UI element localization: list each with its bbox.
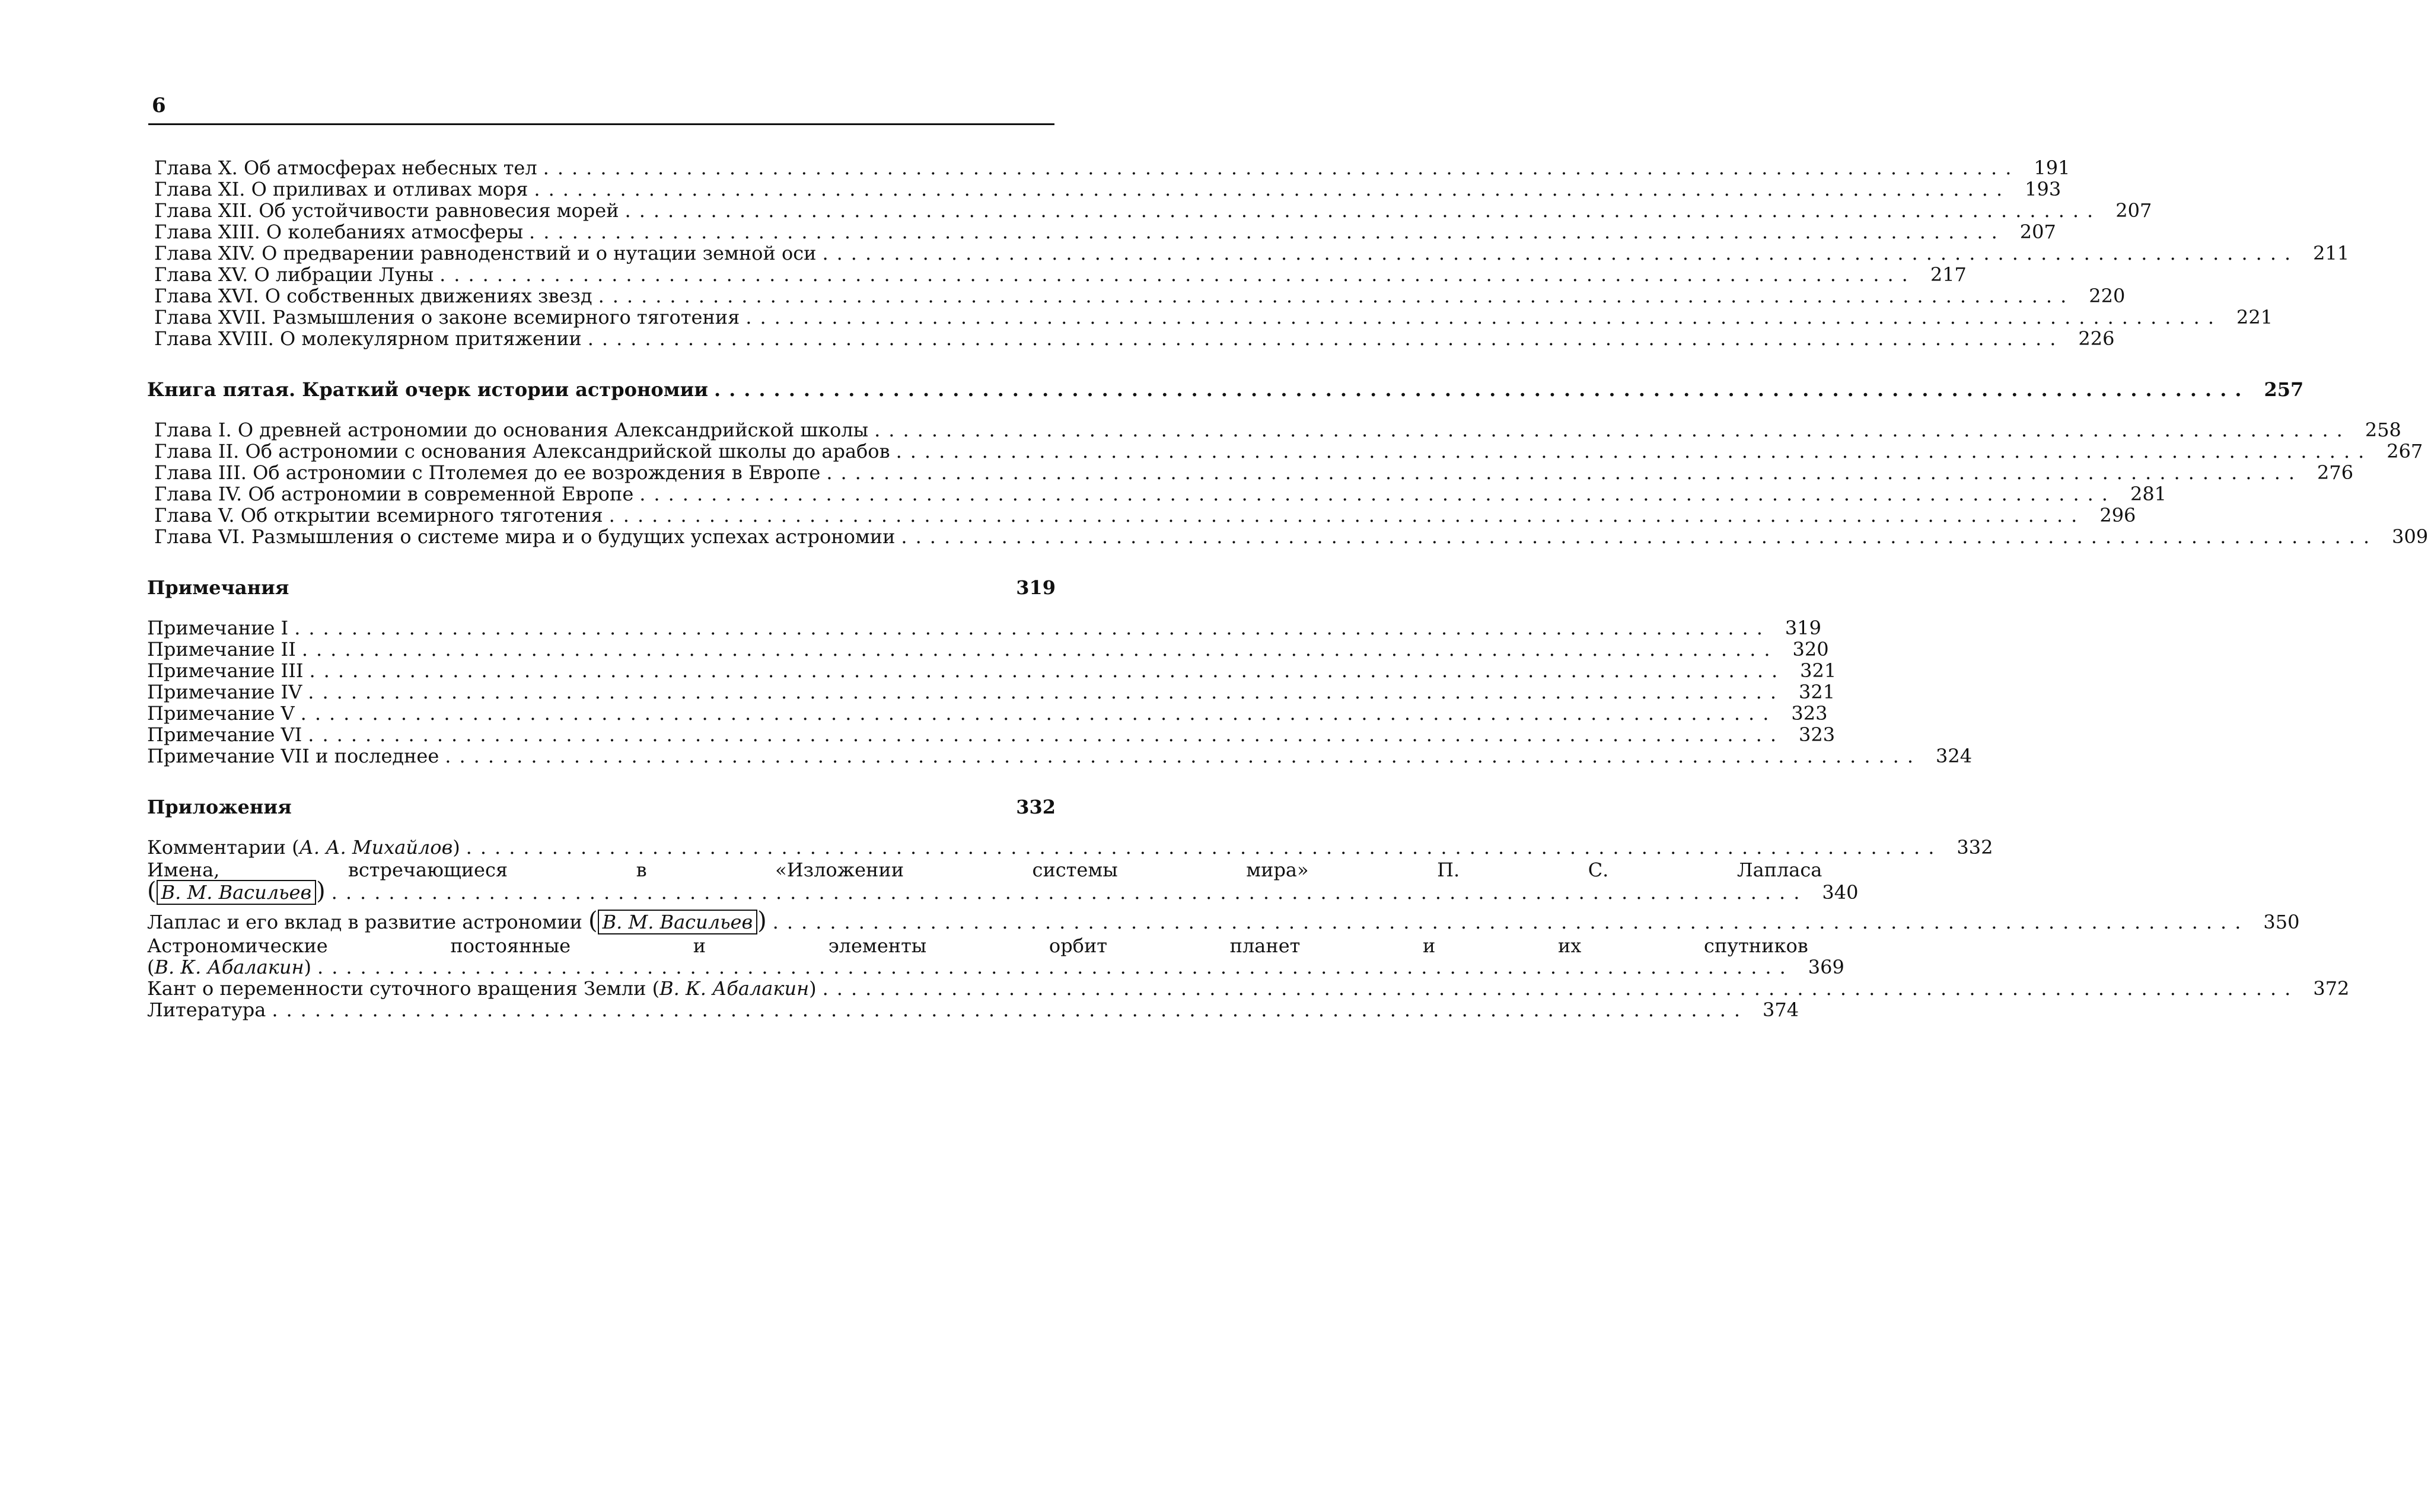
entry-page: 324 bbox=[1936, 745, 1973, 767]
entry-title: Примечание VI bbox=[147, 723, 302, 746]
book5-title: Книга пятая. Краткий очерк истории астрономии bbox=[147, 378, 708, 401]
dot-leader: ....................................................................................................... bbox=[534, 178, 2011, 200]
book5-page: 257 bbox=[2264, 378, 2304, 401]
entry-page: 193 bbox=[2025, 178, 2061, 200]
entry-title: Глава XVIII. О молекулярном притяжении bbox=[154, 327, 582, 350]
entry-page: 211 bbox=[2313, 242, 2350, 264]
toc-entry[interactable] bbox=[147, 178, 2061, 200]
table-of-contents bbox=[147, 157, 2428, 1021]
toc-entry[interactable] bbox=[147, 723, 1836, 746]
dot-leader: ....................................................................................................... bbox=[309, 659, 1786, 682]
entry-title: Глава III. Об астрономии с Птолемея до ее возрождения в Европе bbox=[154, 461, 821, 484]
appendix-heading[interactable] bbox=[147, 795, 1056, 819]
entry-title: Примечание VII и последнее bbox=[147, 745, 439, 767]
toc-entry[interactable] bbox=[147, 681, 1836, 703]
dot-leader: ....................................................................................................... bbox=[331, 881, 1808, 904]
appendix-title: Приложения bbox=[147, 796, 292, 818]
entry-title: Глава XIII. О колебаниях атмосферы bbox=[154, 221, 524, 243]
toc-entry[interactable] bbox=[147, 199, 2152, 222]
entry-page: 350 bbox=[2263, 911, 2300, 933]
entry-author: В. К. Абалакин bbox=[154, 956, 304, 978]
appendix-page: 332 bbox=[1016, 796, 1056, 818]
toc-entry-constants[interactable]: Астрономические постоянные и элементы орбит планет и их спутников (В. К. Абалакин) ....................................................................................................... 369 bbox=[147, 934, 1844, 978]
dot-leader: ....................................................................................................... bbox=[466, 836, 1943, 859]
entry-title: Глава VI. Размышления о системе мира и о будущих успехах астрономии bbox=[154, 525, 896, 548]
toc-entry[interactable] bbox=[147, 327, 2115, 350]
entry-page: 372 bbox=[2313, 977, 2350, 1000]
header-rule bbox=[148, 123, 1054, 125]
dot-leader: ....................................................................................................... bbox=[300, 702, 1777, 725]
entry-page: 267 bbox=[2386, 440, 2423, 462]
toc-entry[interactable] bbox=[147, 461, 2354, 484]
entry-page: 309 bbox=[2392, 525, 2428, 548]
entry-title: Примечание III bbox=[147, 659, 304, 682]
entry-title: Глава XVI. О собственных движениях звезд bbox=[154, 285, 592, 307]
dot-leader: ....................................................................................................... bbox=[598, 285, 2075, 307]
book5-heading[interactable] bbox=[147, 378, 2304, 401]
dot-leader: ....................................................................................................... bbox=[874, 419, 2351, 441]
dot-leader: ....................................................................................................... bbox=[608, 504, 2086, 527]
entry-title: Литература bbox=[147, 999, 266, 1021]
dot-leader: ....................................................................................................... bbox=[896, 440, 2373, 462]
dot-leader: ....................................................................................................... bbox=[529, 221, 2006, 243]
entry-title: Примечание I bbox=[147, 617, 289, 639]
toc-entry[interactable] bbox=[147, 263, 1967, 286]
entry-title: Комментарии bbox=[147, 836, 286, 859]
entry-title: Глава XIV. О предварении равноденствий и о нутации земной оси bbox=[154, 242, 817, 264]
page-number: 6 bbox=[152, 94, 166, 117]
toc-entry-comments[interactable]: Комментарии (А. А. Михайлов) ....................................................................................................... 332 bbox=[147, 836, 1993, 859]
dot-leader: ....................................................................................................... bbox=[624, 199, 2102, 222]
entry-page: 220 bbox=[2089, 285, 2126, 307]
entry-page: 323 bbox=[1799, 723, 1836, 746]
entry-title: Глава X. Об атмосферах небесных тел bbox=[154, 157, 537, 179]
notes-title: Примечания bbox=[147, 576, 289, 599]
entry-page: 226 bbox=[2078, 327, 2115, 350]
entry-title: Примечание IV bbox=[147, 681, 302, 703]
entry-page: 332 bbox=[1957, 836, 1993, 859]
toc-entry-names[interactable]: Имена, встречающиеся в «Изложении системы мира» П. С. Лапласа ( В. М. Васильев ) ....................................................................................................... 340 bbox=[147, 859, 1859, 905]
notes-list bbox=[147, 617, 1973, 767]
dot-leader: ....................................................................................................... bbox=[639, 483, 2116, 505]
entry-title: Глава IV. Об астрономии в современной Европе bbox=[154, 483, 634, 505]
entry-page: 374 bbox=[1763, 999, 1799, 1021]
chapter-list-book4 bbox=[147, 157, 2350, 350]
entry-author-boxed: В. М. Васильев bbox=[598, 910, 757, 934]
dot-leader: ....................................................................................................... bbox=[301, 638, 1779, 661]
toc-entry[interactable] bbox=[147, 285, 2126, 307]
dot-leader: ....................................................................................................... bbox=[317, 956, 1794, 978]
entry-page: 320 bbox=[1792, 638, 1829, 661]
toc-entry[interactable] bbox=[147, 440, 2423, 462]
dot-leader: ....................................................................................................... bbox=[587, 327, 2064, 350]
toc-entry[interactable] bbox=[147, 659, 1837, 682]
toc-entry-laplace[interactable]: Лаплас и его вклад в развитие астрономии ( В. М. Васильев ) ....................................................................................................... 350 bbox=[147, 907, 1056, 935]
toc-entry[interactable] bbox=[147, 419, 2401, 441]
dot-leader: ....................................................................................................... bbox=[713, 378, 2250, 401]
entry-page: 319 bbox=[1785, 617, 1821, 639]
entry-page: 340 bbox=[1822, 881, 1859, 904]
toc-entry[interactable] bbox=[147, 306, 2273, 328]
chapter-list-book5 bbox=[147, 419, 2428, 548]
dot-leader: ....................................................................................................... bbox=[308, 681, 1785, 703]
entry-title: Глава II. Об астрономии с основания Александрийской школы до арабов bbox=[154, 440, 890, 462]
entry-title: Глава XVII. Размышления о законе всемирного тяготения bbox=[154, 306, 740, 328]
dot-leader: ....................................................................................................... bbox=[308, 723, 1785, 746]
toc-entry[interactable] bbox=[147, 157, 2070, 179]
entry-page: 207 bbox=[2115, 199, 2152, 222]
dot-leader: ....................................................................................................... bbox=[745, 306, 2222, 328]
dot-leader: ....................................................................................................... bbox=[772, 911, 2249, 933]
toc-entry[interactable] bbox=[147, 504, 2136, 527]
entry-page: 217 bbox=[1930, 263, 1967, 286]
entry-title: Астрономические постоянные и элементы орбит планет и их спутников bbox=[147, 934, 1808, 957]
entry-author: В. К. Абалакин bbox=[659, 977, 810, 1000]
entry-page: 321 bbox=[1799, 681, 1836, 703]
dot-leader: ....................................................................................................... bbox=[439, 263, 1916, 286]
notes-page: 319 bbox=[1016, 576, 1056, 599]
dot-leader: ....................................................................................................... bbox=[445, 745, 1922, 767]
toc-entry[interactable] bbox=[147, 745, 1973, 767]
entry-title: Глава XV. О либрации Луны bbox=[154, 263, 434, 286]
toc-entry[interactable] bbox=[147, 702, 1828, 725]
toc-entry-literature[interactable] bbox=[147, 999, 1799, 1021]
notes-heading[interactable] bbox=[147, 576, 1056, 599]
entry-page: 258 bbox=[2365, 419, 2401, 441]
toc-entry[interactable] bbox=[147, 221, 2056, 243]
entry-title: Лаплас и его вклад в развитие астрономии bbox=[147, 911, 582, 933]
dot-leader: ....................................................................................................... bbox=[272, 999, 1749, 1021]
entry-title: Кант о переменности суточного вращения Земли bbox=[147, 977, 646, 1000]
entry-page: 321 bbox=[1800, 659, 1837, 682]
toc-entry-kant[interactable]: Кант о переменности суточного вращения Земли (В. К. Абалакин) ....................................................................................................... 372 bbox=[147, 977, 2350, 1000]
entry-title: Примечание II bbox=[147, 638, 296, 661]
entry-title: Примечание V bbox=[147, 702, 295, 725]
dot-leader: ....................................................................................................... bbox=[822, 977, 2299, 1000]
entry-author: А. А. Михайлов bbox=[299, 836, 453, 859]
dot-leader: ....................................................................................................... bbox=[822, 242, 2299, 264]
entry-title: Глава XII. Об устойчивости равновесия морей bbox=[154, 199, 619, 222]
entry-title: Глава V. Об открытии всемирного тяготения bbox=[154, 504, 603, 527]
entry-page: 323 bbox=[1791, 702, 1828, 725]
toc-entry[interactable] bbox=[147, 525, 2428, 548]
entry-title: Глава XI. О приливах и отливах моря bbox=[154, 178, 528, 200]
entry-page: 369 bbox=[1808, 956, 1844, 978]
entry-title: Глава I. О древней астрономии до основания Александрийской школы bbox=[154, 419, 869, 441]
entry-page: 276 bbox=[2317, 461, 2354, 484]
entry-page: 191 bbox=[2034, 157, 2070, 179]
entry-page: 281 bbox=[2130, 483, 2167, 505]
toc-entry[interactable] bbox=[147, 638, 1829, 661]
entry-page: 221 bbox=[2236, 306, 2273, 328]
dot-leader: ....................................................................................................... bbox=[826, 461, 2303, 484]
entry-page: 296 bbox=[2099, 504, 2136, 527]
entry-author-boxed: В. М. Васильев bbox=[157, 880, 316, 905]
entry-page: 207 bbox=[2019, 221, 2056, 243]
toc-entry[interactable] bbox=[147, 617, 1821, 639]
dot-leader: ....................................................................................................... bbox=[294, 617, 1771, 639]
entry-title: Имена, встречающиеся в «Изложении системы мира» П. С. Лапласа bbox=[147, 859, 1822, 881]
toc-entry[interactable] bbox=[147, 483, 2167, 505]
dot-leader: ....................................................................................................... bbox=[543, 157, 2020, 179]
dot-leader: ....................................................................................................... bbox=[901, 525, 2378, 548]
toc-entry[interactable] bbox=[147, 242, 2350, 264]
